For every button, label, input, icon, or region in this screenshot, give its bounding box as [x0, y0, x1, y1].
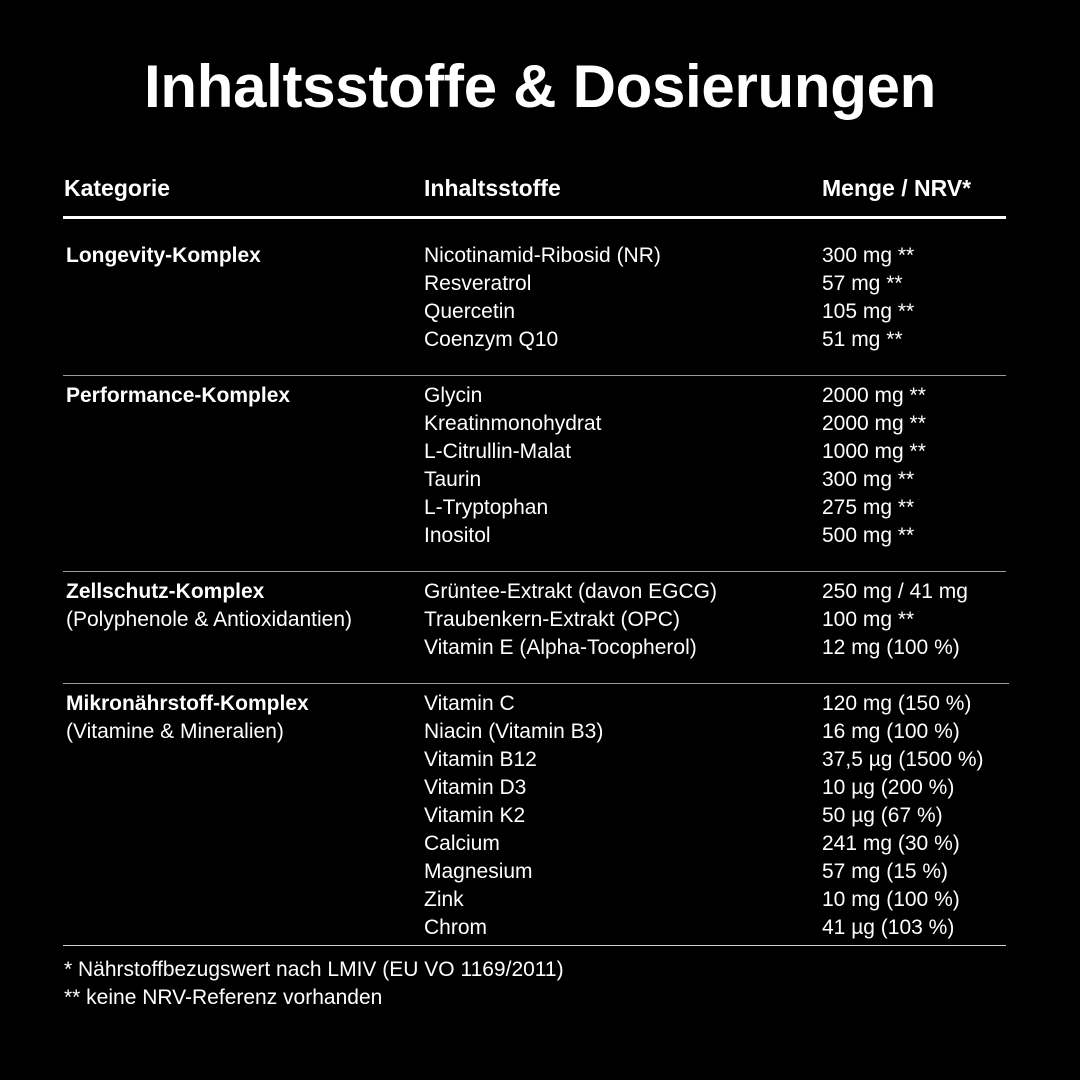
- amount: 41 µg (103 %): [822, 916, 955, 939]
- ingredient: Glycin: [424, 384, 483, 407]
- header-divider: [63, 216, 1006, 219]
- category-cell: [66, 382, 290, 410]
- section-divider: [63, 375, 1006, 376]
- footnote-nrv: * Nährstoffbezugswert nach LMIV (EU VO 1169/2011): [64, 958, 564, 981]
- category-subtitle: (Vitamine & Mineralien): [66, 720, 284, 743]
- ingredient: Calcium: [424, 832, 500, 855]
- ingredient: Vitamin D3: [424, 776, 527, 799]
- amount: 57 mg (15 %): [822, 860, 949, 883]
- category-cell: [66, 690, 309, 746]
- ingredient: Vitamin K2: [424, 804, 526, 827]
- amount: 105 mg **: [822, 300, 915, 323]
- header-amount: Menge / NRV*: [822, 175, 972, 201]
- ingredient: Quercetin: [424, 300, 516, 323]
- ingredient: Inositol: [424, 524, 491, 547]
- amount: 1000 mg **: [822, 440, 926, 463]
- amount: 57 mg **: [822, 272, 903, 295]
- amount: 2000 mg **: [822, 412, 926, 435]
- amount: 300 mg **: [822, 468, 915, 491]
- ingredient: Grüntee-Extrakt (davon EGCG): [424, 580, 717, 603]
- category-name: Performance-Komplex: [66, 384, 291, 407]
- ingredient: Nicotinamid-Ribosid (NR): [424, 244, 661, 267]
- category-name: Longevity-Komplex: [66, 244, 261, 267]
- ingredient-list: [424, 690, 603, 942]
- amount: 250 mg / 41 mg: [822, 580, 968, 603]
- ingredient-list: [424, 382, 601, 550]
- category-cell: [66, 578, 352, 634]
- ingredient: Chrom: [424, 916, 488, 939]
- category-cell: [66, 242, 261, 270]
- amount: 51 mg **: [822, 328, 903, 351]
- ingredient: Taurin: [424, 468, 482, 491]
- ingredient: Magnesium: [424, 860, 533, 883]
- ingredient: L-Tryptophan: [424, 496, 549, 519]
- amount-list: [822, 690, 984, 942]
- section-divider: [63, 571, 1006, 572]
- amount: 16 mg (100 %): [822, 720, 960, 743]
- ingredient: L-Citrullin-Malat: [424, 440, 572, 463]
- amount: 12 mg (100 %): [822, 636, 960, 659]
- amount: 275 mg **: [822, 496, 915, 519]
- ingredient: Vitamin B12: [424, 748, 537, 771]
- category-subtitle: (Polyphenole & Antioxidantien): [66, 608, 353, 631]
- amount: 2000 mg **: [822, 384, 926, 407]
- amount-list: [822, 382, 926, 550]
- table-bottom-divider: [63, 945, 1006, 946]
- amount: 10 mg (100 %): [822, 888, 960, 911]
- category-name: Zellschutz-Komplex: [66, 580, 265, 603]
- category-name: Mikronährstoff-Komplex: [66, 692, 309, 715]
- amount: 100 mg **: [822, 608, 915, 631]
- ingredient: Zink: [424, 888, 464, 911]
- ingredient: Coenzym Q10: [424, 328, 559, 351]
- amount: 300 mg **: [822, 244, 915, 267]
- section-divider: [63, 683, 1009, 684]
- ingredient-list: [424, 242, 661, 354]
- page-title: Inhaltsstoffe & Dosierungen: [144, 53, 936, 120]
- ingredient: Traubenkern-Extrakt (OPC): [424, 608, 680, 631]
- ingredient: Kreatinmonohydrat: [424, 412, 602, 435]
- footnote-no-reference: ** keine NRV-Referenz vorhanden: [64, 986, 383, 1009]
- header-ingredients: Inhaltsstoffe: [424, 175, 561, 201]
- amount-list: [822, 578, 968, 662]
- amount: 500 mg **: [822, 524, 915, 547]
- ingredient-list: [424, 578, 717, 662]
- ingredient: Resveratrol: [424, 272, 532, 295]
- ingredient: Niacin (Vitamin B3): [424, 720, 604, 743]
- table-header: [64, 172, 1006, 204]
- amount: 50 µg (67 %): [822, 804, 943, 827]
- ingredient: Vitamin E (Alpha-Tocopherol): [424, 636, 697, 659]
- amount-list: [822, 242, 914, 354]
- ingredient: Vitamin C: [424, 692, 515, 715]
- header-category: Kategorie: [64, 175, 171, 201]
- amount: 10 µg (200 %): [822, 776, 955, 799]
- amount: 37,5 µg (1500 %): [822, 748, 984, 771]
- footnotes: [64, 956, 564, 1012]
- amount: 120 mg (150 %): [822, 692, 972, 715]
- amount: 241 mg (30 %): [822, 832, 960, 855]
